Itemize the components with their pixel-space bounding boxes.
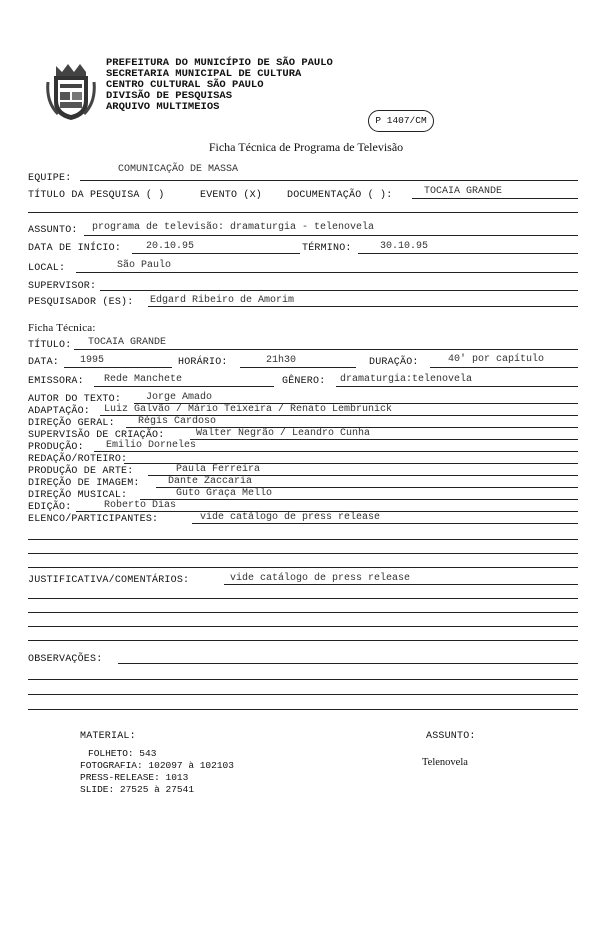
data-inicio-value: 20.10.95 — [146, 241, 195, 252]
genero-label: GÊNERO: — [282, 376, 326, 387]
producao-line — [94, 451, 578, 452]
direcao-geral-value: Régis Cardoso — [138, 416, 217, 427]
data-line — [64, 367, 172, 368]
blank-line-1 — [28, 212, 578, 213]
material-folheto: FOLHETO: 543 — [88, 748, 157, 759]
supervisor-label: SUPERVISOR: — [28, 281, 97, 292]
horario-value: 21h30 — [266, 355, 297, 366]
observacoes-blank-1 — [28, 679, 578, 680]
producao-arte-label: PRODUÇÃO DE ARTE: — [28, 466, 134, 477]
titulo-label: TÍTULO: — [28, 340, 72, 351]
observacoes-line — [118, 663, 578, 664]
edicao-value: Roberto Dias — [104, 500, 177, 511]
assunto-label: ASSUNTO: — [28, 225, 78, 236]
elenco-label: ELENCO/PARTICIPANTES: — [28, 514, 159, 525]
material-slide: SLIDE: 27525 à 27541 — [80, 784, 195, 795]
equipe-line — [80, 180, 578, 181]
observacoes-blank-3 — [28, 709, 578, 710]
adaptacao-value: Luiz Galvão / Mário Teixeira / Renato Lembrunick — [104, 404, 393, 415]
header-line-1: PREFEITURA DO MUNICÍPIO DE SÃO PAULO — [106, 57, 333, 69]
genero-value: dramaturgia:telenovela — [340, 374, 473, 385]
header-line-3: CENTRO CULTURAL SÃO PAULO — [106, 79, 264, 91]
titulo-pesquisa-value: TOCAIA GRANDE — [424, 186, 503, 197]
data-inicio-line — [132, 253, 300, 254]
termino-value: 30.10.95 — [380, 241, 429, 252]
archive-stamp: P 1407/CM — [368, 110, 434, 132]
justificativa-line — [224, 584, 578, 585]
ficha-tecnica-label: Ficha Técnica: — [28, 322, 96, 334]
supervisor-line — [100, 290, 578, 291]
assunto-value: programa de televisão: dramaturgia - telenovela — [92, 222, 375, 233]
local-value: São Paulo — [117, 260, 172, 271]
horario-label: HORÁRIO: — [178, 357, 228, 368]
assunto-final-value: Telenovela — [422, 757, 468, 768]
termino-line — [358, 253, 578, 254]
justificativa-label: JUSTIFICATIVA/COMENTÁRIOS: — [28, 575, 190, 586]
data-value: 1995 — [80, 355, 105, 366]
emissora-value: Rede Manchete — [104, 374, 183, 385]
justificativa-blank-3 — [28, 626, 578, 627]
direcao-musical-label: DIREÇÃO MUSICAL: — [28, 490, 128, 501]
titulo-pesquisa-label: TÍTULO DA PESQUISA ( ) — [28, 190, 165, 201]
pesquisador-label: PESQUISADOR (ES): — [28, 297, 134, 308]
assunto-final-label: ASSUNTO: — [426, 731, 476, 742]
producao-arte-value: Paula Ferreira — [176, 464, 261, 475]
titulo-value: TOCAIA GRANDE — [88, 337, 167, 348]
adaptacao-label: ADAPTAÇÃO: — [28, 406, 91, 417]
direcao-imagem-label: DIREÇÃO DE IMAGEM: — [28, 478, 140, 489]
horario-line — [240, 367, 356, 368]
header-line-5: ARQUIVO MULTIMEIOS — [106, 101, 220, 113]
emissora-line — [94, 386, 274, 387]
data-label: DATA: — [28, 357, 60, 368]
assunto-line — [84, 235, 578, 236]
material-press-release: PRESS-RELEASE: 1013 — [80, 772, 189, 783]
duracao-value: 40' por capítulo — [448, 354, 545, 365]
local-line — [76, 272, 578, 273]
titulo-pesquisa-line — [412, 198, 578, 199]
equipe-value: COMUNICAÇÃO DE MASSA — [118, 164, 239, 175]
pesquisador-value: Edgard Ribeiro de Amorim — [150, 295, 295, 306]
documentacao-label: DOCUMENTAÇÃO ( ): — [287, 190, 393, 201]
elenco-blank-2 — [28, 553, 578, 554]
producao-label: PRODUÇÃO: — [28, 442, 84, 453]
elenco-value: vide catálogo de press release — [200, 512, 381, 523]
justificativa-blank-2 — [28, 612, 578, 613]
termino-label: TÉRMINO: — [302, 243, 352, 254]
edicao-label: EDIÇÃO: — [28, 502, 72, 513]
direcao-imagem-value: Dante Zaccaria — [168, 476, 253, 487]
evento-label: EVENTO (X) — [200, 190, 263, 201]
header-line-2: SECRETARIA MUNICIPAL DE CULTURA — [106, 68, 302, 80]
producao-value: Emilio Dorneles — [106, 440, 197, 451]
form-title: Ficha Técnica de Programa de Televisão — [208, 140, 404, 154]
supervisao-value: Walter Negrão / Leandro Cunha — [196, 428, 371, 439]
equipe-label: EQUIPE: — [28, 173, 72, 184]
observacoes-blank-2 — [28, 694, 578, 695]
justificativa-blank-1 — [28, 598, 578, 599]
redacao-label: REDAÇÃO/ROTEIRO: — [28, 454, 128, 465]
coat-of-arms-seal — [46, 62, 96, 122]
data-inicio-label: DATA DE INÍCIO: — [28, 243, 122, 254]
direcao-musical-line — [140, 499, 578, 500]
duracao-line — [430, 367, 578, 368]
direcao-musical-value: Guto Graça Mello — [176, 488, 273, 499]
duracao-label: DURAÇÃO: — [369, 357, 419, 368]
local-label: LOCAL: — [28, 263, 66, 274]
genero-line — [336, 386, 578, 387]
autor-label: AUTOR DO TEXTO: — [28, 394, 122, 405]
direcao-geral-label: DIREÇÃO GERAL: — [28, 418, 115, 429]
autor-value: Jorge Amado — [146, 392, 213, 403]
justificativa-blank-4 — [28, 640, 578, 641]
elenco-line — [192, 523, 578, 524]
supervisao-label: SUPERVISÃO DE CRIAÇÃO: — [28, 430, 165, 441]
pesquisador-line — [148, 306, 578, 307]
supervisao-line — [190, 439, 578, 440]
elenco-blank-3 — [28, 567, 578, 568]
material-label: MATERIAL: — [80, 731, 136, 742]
emissora-label: EMISSORA: — [28, 376, 84, 387]
header-line-4: DIVISÃO DE PESQUISAS — [106, 90, 233, 102]
titulo-line — [74, 349, 578, 350]
material-fotografia: FOTOGRAFIA: 102097 à 102103 — [80, 760, 234, 771]
observacoes-label: OBSERVAÇÕES: — [28, 654, 103, 665]
justificativa-value: vide catálogo de press release — [230, 573, 411, 584]
elenco-blank-1 — [28, 539, 578, 540]
